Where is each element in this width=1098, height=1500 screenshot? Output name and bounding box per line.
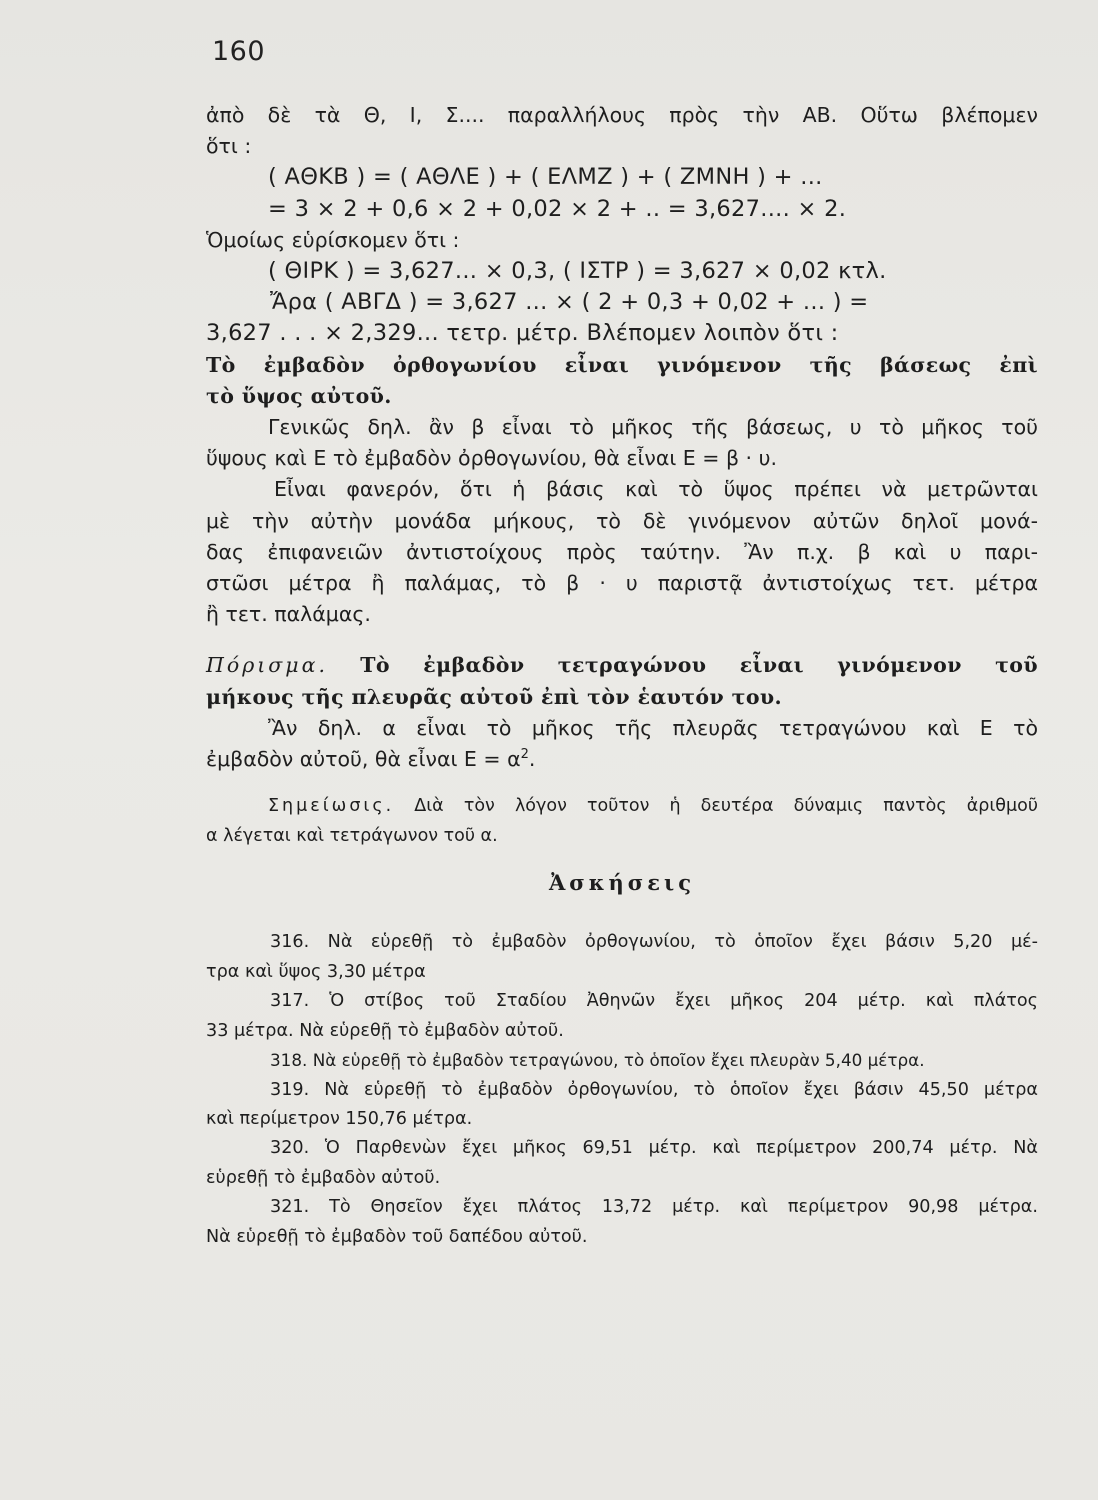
exercise-321-line-2: Νὰ εὑρεθῇ τὸ ἐμβαδὸν τοῦ δαπέδου αὐτοῦ. [206, 1226, 588, 1247]
units-line-1: Εἶναι φανερόν, ὅτι ἡ βάσις καὶ τὸ ὕψος πρέπει νὰ μετρῶνται [274, 477, 1038, 502]
porisma-statement-1: Τὸ ἐμβαδὸν τετραγώνου εἶναι γινόμενον τοῦ [360, 653, 1038, 678]
general-line-2: ὕψους καὶ Ε τὸ ἐμβαδὸν ὀρθογωνίου, θὰ εἶναι Ε = β · υ. [206, 446, 777, 471]
equation-4: Ἄρα ( ΑΒΓΔ ) = 3,627 ... × ( 2 + 0,3 + 0,02 + ... ) = [270, 289, 869, 316]
intro-line-1: ἀπὸ δὲ τὰ Θ, Ι, Σ.... παραλλήλους πρὸς τὴν ΑΒ. Οὕτω βλέπομεν [206, 103, 1038, 127]
porisma-line-2: μήκους τῆς πλευρᾶς αὐτοῦ ἐπὶ τὸν ἑαυτόν του. [206, 684, 783, 709]
page-content [206, 100, 1038, 1252]
units-line-5: ἢ τετ. παλάμας. [206, 602, 371, 627]
note-line-2: α λέγεται καὶ τετράγωνον τοῦ α. [206, 826, 498, 847]
exercise-319-line-1: 319. Νὰ εὑρεθῇ τὸ ἐμβαδὸν ὀρθογωνίου, τὸ ὁποῖον ἔχει βάσιν 45,50 μέτρα [270, 1079, 1038, 1100]
exercise-list [206, 928, 1038, 1251]
general-line-1: Γενικῶς δηλ. ἂν β εἶναι τὸ μῆκος τῆς βάσεως, υ τὸ μῆκος τοῦ [268, 415, 1038, 440]
exponent: 2 [520, 747, 529, 763]
exercises-heading: Ἀσκήσεις [549, 870, 695, 896]
theorem-line-2: τὸ ὕψος αὐτοῦ. [206, 383, 392, 408]
units-line-4: στῶσι μέτρα ἢ παλάμας, τὸ β · υ παριστᾷ ἀντιστοίχως τετ. μέτρα [206, 571, 1038, 596]
exercise-317-line-1: 317. Ὁ στίβος τοῦ Σταδίου Ἀθηνῶν ἔχει μῆκος 204 μέτρ. καὶ πλάτος [270, 991, 1038, 1012]
note-label: Σημείωσις. [268, 796, 395, 817]
exercise-321-line-1: 321. Τὸ Θησεῖον ἔχει πλάτος 13,72 μέτρ. καὶ περίμετρον 90,98 μέτρα. [270, 1197, 1038, 1218]
page-number: 160 [212, 36, 266, 67]
porisma-line-1 [206, 650, 1038, 681]
equation-2: = 3 × 2 + 0,6 × 2 + 0,02 × 2 + .. = 3,627.... × 2. [268, 195, 847, 222]
exercise-318-line-1: 318. Νὰ εὑρεθῇ τὸ ἐμβαδὸν τετραγώνου, τὸ ὁποῖον ἔχει πλευρὰν 5,40 μέτρα. [270, 1050, 925, 1071]
equation-5: 3,627 . . . × 2,329... τετρ. μέτρ. Βλέπομεν λοιπὸν ὅτι : [206, 320, 839, 347]
units-line-2: μὲ τὴν αὐτὴν μονάδα μήκους, τὸ δὲ γινόμενον αὐτῶν δηλοῖ μονά- [206, 508, 1038, 533]
porisma-example-2-text: ἐμβαδὸν αὐτοῦ, θὰ εἶναι Ε = α [206, 747, 521, 772]
exercise-316-line-2: τρα καὶ ὕψος 3,30 μέτρα [206, 961, 426, 982]
equation-1: ( ΑΘΚΒ ) = ( ΑΘΛΕ ) + ( ΕΛΜΖ ) + ( ΖΜΝΗ ) + ... [268, 164, 823, 191]
exercise-317-line-2: 33 μέτρα. Νὰ εὑρεθῇ τὸ ἐμβαδὸν αὐτοῦ. [206, 1020, 564, 1041]
porisma-example-2-end: . [528, 747, 536, 772]
porisma-example-2 [206, 744, 1038, 775]
similarly-line: Ὁμοίως εὑρίσκομεν ὅτι : [206, 227, 460, 252]
note-text-1: Διὰ τὸν λόγον τοῦτον ἡ δευτέρα δύναμις παντὸς ἀριθμοῦ [414, 796, 1038, 817]
equation-3: ( ΘΙΡΚ ) = 3,627... × 0,3, ( ΙΣΤΡ ) = 3,627 × 0,02 κτλ. [268, 258, 887, 285]
porisma-example-1: Ἂν δηλ. α εἶναι τὸ μῆκος τῆς πλευρᾶς τετραγώνου καὶ Ε τὸ [268, 715, 1038, 740]
theorem-line-1: Τὸ ἐμβαδὸν ὀρθογωνίου εἶναι γινόμενον τῆς βάσεως ἐπὶ [206, 352, 1038, 377]
exercise-319-line-2: καὶ περίμετρον 150,76 μέτρα. [206, 1108, 473, 1129]
intro-line-2: ὅτι : [206, 134, 252, 159]
exercise-316-line-1: 316. Νὰ εὑρεθῇ τὸ ἐμβαδὸν ὀρθογωνίου, τὸ ὁποῖον ἔχει βάσιν 5,20 μέ- [270, 932, 1038, 953]
exercise-320-line-1: 320. Ὁ Παρθενὼν ἔχει μῆκος 69,51 μέτρ. καὶ περίμετρον 200,74 μέτρ. Νὰ [270, 1138, 1038, 1159]
porisma-label: Πόρισμα. [206, 653, 328, 678]
note-line-1 [206, 791, 1038, 821]
exercise-320-line-2: εὑρεθῇ τὸ ἐμβαδὸν αὐτοῦ. [206, 1167, 441, 1188]
units-line-3: δας ἐπιφανειῶν ἀντιστοίχους πρὸς ταύτην. Ἂν π.χ. β καὶ υ παρι- [206, 539, 1038, 564]
